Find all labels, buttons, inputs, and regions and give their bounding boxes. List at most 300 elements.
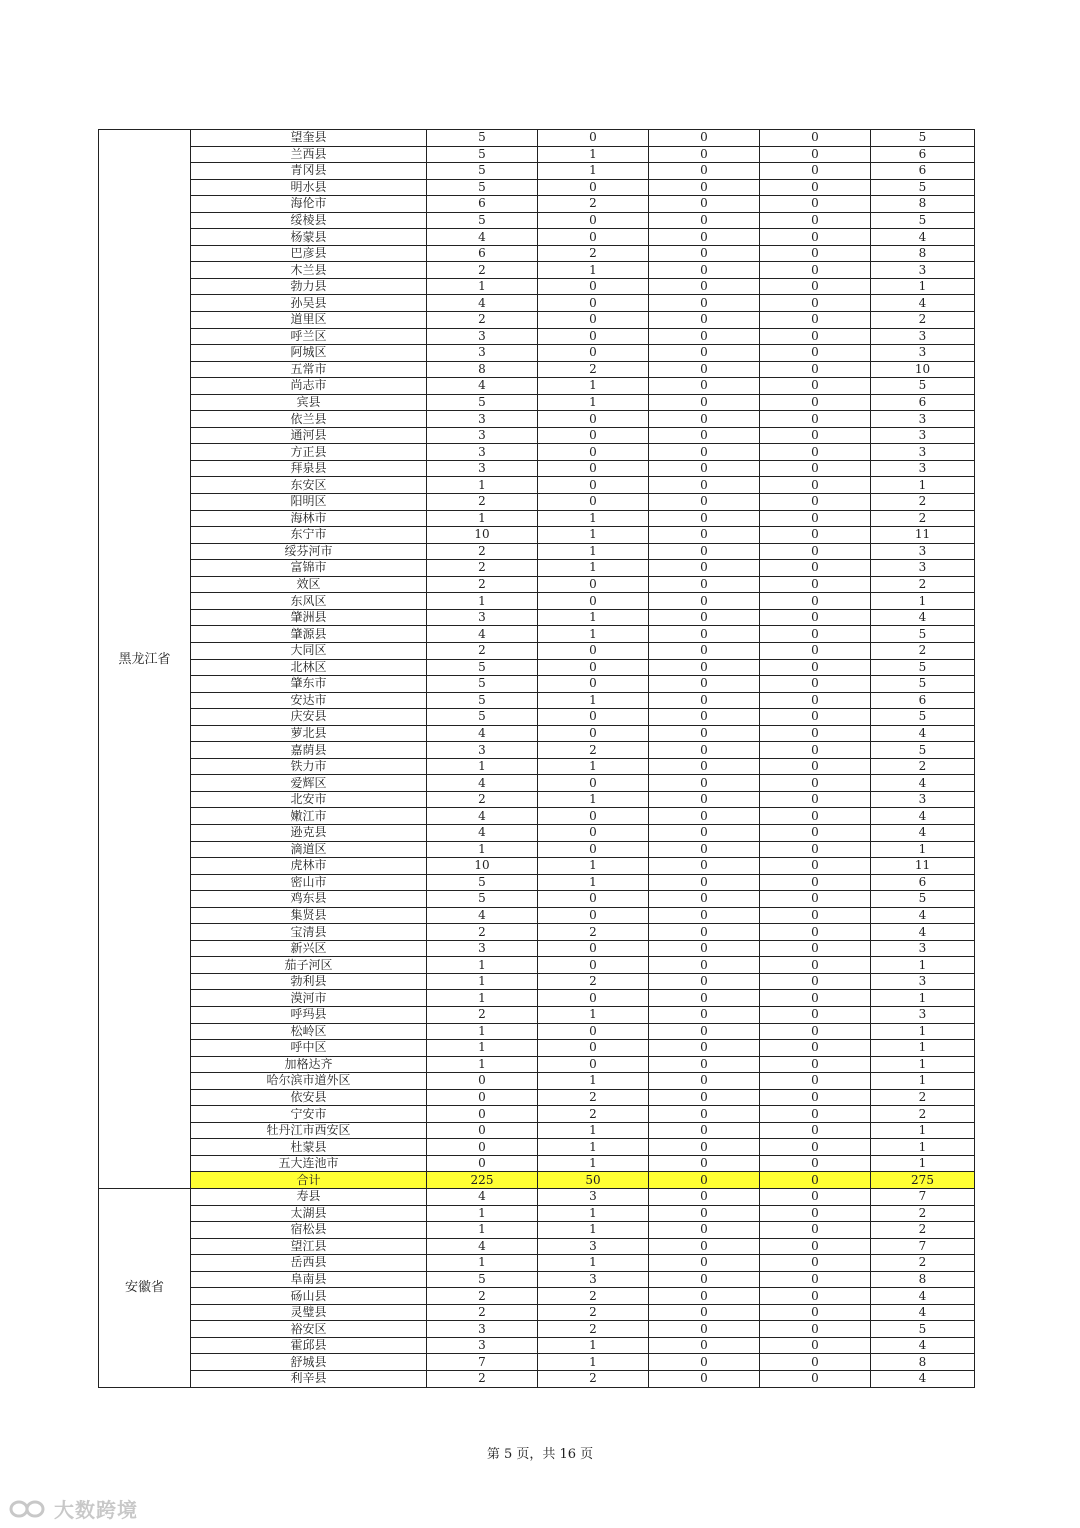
county-cell: 逊克县 <box>191 824 427 841</box>
table-row <box>99 940 975 957</box>
county-cell: 望江县 <box>191 1238 427 1255</box>
value-cell: 0 <box>649 378 760 395</box>
county-cell: 虎林市 <box>191 858 427 875</box>
value-cell: 8 <box>871 1354 975 1371</box>
county-cell: 松岭区 <box>191 1023 427 1040</box>
table-row <box>99 146 975 163</box>
value-cell: 50 <box>538 1172 649 1189</box>
value-cell: 4 <box>427 229 538 246</box>
value-cell: 2 <box>871 1205 975 1222</box>
value-cell: 0 <box>649 1321 760 1338</box>
value-cell: 0 <box>760 874 871 891</box>
province-cell: 安徽省 <box>99 1189 191 1388</box>
value-cell: 0 <box>760 973 871 990</box>
value-cell: 10 <box>427 858 538 875</box>
value-cell: 1 <box>538 560 649 577</box>
county-cell: 呼中区 <box>191 1040 427 1057</box>
value-cell: 6 <box>871 146 975 163</box>
value-cell: 4 <box>427 808 538 825</box>
value-cell: 0 <box>649 179 760 196</box>
value-cell: 1 <box>427 758 538 775</box>
value-cell: 1 <box>538 1337 649 1354</box>
value-cell: 0 <box>760 394 871 411</box>
value-cell: 0 <box>760 1205 871 1222</box>
value-cell: 5 <box>427 394 538 411</box>
table-row <box>99 758 975 775</box>
value-cell: 1 <box>871 841 975 858</box>
value-cell: 2 <box>427 791 538 808</box>
value-cell: 0 <box>649 1189 760 1206</box>
value-cell: 0 <box>649 477 760 494</box>
value-cell: 4 <box>871 1288 975 1305</box>
value-cell: 4 <box>871 1337 975 1354</box>
value-cell: 1 <box>538 1354 649 1371</box>
value-cell: 0 <box>649 659 760 676</box>
value-cell: 0 <box>760 576 871 593</box>
county-cell: 绥芬河市 <box>191 543 427 560</box>
table-row <box>99 378 975 395</box>
table-row <box>99 394 975 411</box>
value-cell: 0 <box>538 940 649 957</box>
value-cell: 1 <box>427 1056 538 1073</box>
value-cell: 2 <box>427 494 538 511</box>
county-cell: 砀山县 <box>191 1288 427 1305</box>
value-cell: 4 <box>871 725 975 742</box>
value-cell: 0 <box>760 278 871 295</box>
value-cell: 1 <box>427 990 538 1007</box>
table-row <box>99 1271 975 1288</box>
value-cell: 2 <box>427 1288 538 1305</box>
value-cell: 0 <box>649 229 760 246</box>
county-cell: 五大连池市 <box>191 1155 427 1172</box>
value-cell: 0 <box>649 1122 760 1139</box>
value-cell: 1 <box>427 510 538 527</box>
value-cell: 4 <box>427 1238 538 1255</box>
county-cell: 东风区 <box>191 593 427 610</box>
table-row <box>99 973 975 990</box>
value-cell: 0 <box>649 1238 760 1255</box>
value-cell: 1 <box>538 262 649 279</box>
value-cell: 0 <box>649 460 760 477</box>
value-cell: 0 <box>649 891 760 908</box>
value-cell: 0 <box>760 179 871 196</box>
value-cell: 2 <box>427 1304 538 1321</box>
value-cell: 0 <box>649 560 760 577</box>
value-cell: 0 <box>649 642 760 659</box>
value-cell: 0 <box>649 444 760 461</box>
value-cell: 0 <box>538 427 649 444</box>
table-row <box>99 179 975 196</box>
county-cell: 宾县 <box>191 394 427 411</box>
value-cell: 5 <box>871 626 975 643</box>
value-cell: 1 <box>538 527 649 544</box>
value-cell: 0 <box>538 460 649 477</box>
value-cell: 0 <box>538 808 649 825</box>
value-cell: 5 <box>427 212 538 229</box>
value-cell: 3 <box>871 791 975 808</box>
value-cell: 0 <box>760 957 871 974</box>
value-cell: 0 <box>760 1354 871 1371</box>
table-row <box>99 957 975 974</box>
value-cell: 4 <box>871 907 975 924</box>
county-cell: 安达市 <box>191 692 427 709</box>
value-cell: 8 <box>871 245 975 262</box>
value-cell: 3 <box>427 427 538 444</box>
value-cell: 1 <box>427 593 538 610</box>
value-cell: 0 <box>649 1205 760 1222</box>
value-cell: 2 <box>871 1222 975 1239</box>
value-cell: 8 <box>427 361 538 378</box>
value-cell: 5 <box>427 709 538 726</box>
value-cell: 0 <box>649 295 760 312</box>
value-cell: 0 <box>649 510 760 527</box>
value-cell: 0 <box>760 758 871 775</box>
value-cell: 6 <box>427 245 538 262</box>
table-row <box>99 1371 975 1388</box>
value-cell: 4 <box>427 824 538 841</box>
value-cell: 0 <box>760 1371 871 1388</box>
value-cell: 0 <box>760 1023 871 1040</box>
value-cell: 0 <box>649 676 760 693</box>
value-cell: 0 <box>649 1023 760 1040</box>
value-cell: 2 <box>427 1006 538 1023</box>
county-cell: 寿县 <box>191 1189 427 1206</box>
value-cell: 2 <box>538 1288 649 1305</box>
county-cell: 孙吴县 <box>191 295 427 312</box>
value-cell: 0 <box>760 593 871 610</box>
value-cell: 3 <box>871 560 975 577</box>
value-cell: 0 <box>760 146 871 163</box>
value-cell: 4 <box>871 609 975 626</box>
county-cell: 木兰县 <box>191 262 427 279</box>
county-cell: 萝北县 <box>191 725 427 742</box>
table-body <box>99 130 975 1388</box>
county-cell: 集贤县 <box>191 907 427 924</box>
table-row <box>99 494 975 511</box>
value-cell: 0 <box>427 1089 538 1106</box>
county-cell: 加格达齐 <box>191 1056 427 1073</box>
county-cell: 茄子河区 <box>191 957 427 974</box>
value-cell: 0 <box>649 1172 760 1189</box>
table-row <box>99 1205 975 1222</box>
value-cell: 0 <box>760 1073 871 1090</box>
value-cell: 0 <box>649 709 760 726</box>
value-cell: 0 <box>760 1271 871 1288</box>
value-cell: 1 <box>427 477 538 494</box>
value-cell: 0 <box>649 907 760 924</box>
value-cell: 1 <box>538 163 649 180</box>
county-cell: 宁安市 <box>191 1106 427 1123</box>
county-cell: 岳西县 <box>191 1255 427 1272</box>
value-cell: 0 <box>760 494 871 511</box>
table-row <box>99 312 975 329</box>
value-cell: 3 <box>871 460 975 477</box>
value-cell: 0 <box>538 1023 649 1040</box>
value-cell: 1 <box>871 1122 975 1139</box>
value-cell: 0 <box>538 593 649 610</box>
value-cell: 0 <box>760 841 871 858</box>
value-cell: 0 <box>760 1255 871 1272</box>
value-cell: 1 <box>538 1222 649 1239</box>
value-cell: 0 <box>538 775 649 792</box>
value-cell: 0 <box>649 245 760 262</box>
value-cell: 2 <box>538 1304 649 1321</box>
table-row <box>99 874 975 891</box>
value-cell: 2 <box>538 361 649 378</box>
value-cell: 2 <box>538 973 649 990</box>
county-cell: 五常市 <box>191 361 427 378</box>
value-cell: 4 <box>427 295 538 312</box>
value-cell: 10 <box>871 361 975 378</box>
county-cell: 效区 <box>191 576 427 593</box>
table-row <box>99 642 975 659</box>
value-cell: 2 <box>871 494 975 511</box>
value-cell: 0 <box>538 130 649 147</box>
value-cell: 3 <box>871 973 975 990</box>
value-cell: 3 <box>871 1006 975 1023</box>
value-cell: 3 <box>427 742 538 759</box>
watermark <box>8 1494 138 1523</box>
value-cell: 0 <box>760 427 871 444</box>
county-cell: 嫩江市 <box>191 808 427 825</box>
value-cell: 0 <box>760 626 871 643</box>
value-cell: 0 <box>760 345 871 362</box>
table-row <box>99 692 975 709</box>
table-row <box>99 130 975 147</box>
value-cell: 0 <box>760 1155 871 1172</box>
table-row <box>99 1089 975 1106</box>
value-cell: 4 <box>871 229 975 246</box>
value-cell: 6 <box>871 163 975 180</box>
table-row <box>99 1106 975 1123</box>
value-cell: 0 <box>760 709 871 726</box>
county-cell: 呼玛县 <box>191 1006 427 1023</box>
value-cell: 0 <box>538 576 649 593</box>
value-cell: 8 <box>871 196 975 213</box>
value-cell: 0 <box>760 676 871 693</box>
table-row <box>99 1238 975 1255</box>
county-cell: 嘉荫县 <box>191 742 427 759</box>
table-row <box>99 891 975 908</box>
value-cell: 0 <box>649 411 760 428</box>
value-cell: 0 <box>649 593 760 610</box>
page-number: 第 5 页，共 16 页 <box>486 1447 594 1462</box>
table-row <box>99 196 975 213</box>
value-cell: 0 <box>649 924 760 941</box>
value-cell: 1 <box>427 957 538 974</box>
value-cell: 5 <box>871 1321 975 1338</box>
table-row <box>99 626 975 643</box>
province-cell: 黑龙江省 <box>99 130 191 1189</box>
value-cell: 2 <box>538 1106 649 1123</box>
value-cell: 3 <box>871 345 975 362</box>
value-cell: 3 <box>871 940 975 957</box>
value-cell: 0 <box>760 1139 871 1156</box>
value-cell: 0 <box>538 824 649 841</box>
county-cell: 庆安县 <box>191 709 427 726</box>
county-cell: 肇源县 <box>191 626 427 643</box>
value-cell: 5 <box>427 163 538 180</box>
value-cell: 0 <box>760 725 871 742</box>
table-row <box>99 527 975 544</box>
value-cell: 5 <box>427 692 538 709</box>
county-cell: 尚志市 <box>191 378 427 395</box>
value-cell: 0 <box>760 312 871 329</box>
value-cell: 2 <box>871 312 975 329</box>
value-cell: 2 <box>871 510 975 527</box>
value-cell: 2 <box>538 742 649 759</box>
value-cell: 0 <box>538 990 649 1007</box>
value-cell: 0 <box>760 163 871 180</box>
value-cell: 0 <box>760 1089 871 1106</box>
value-cell: 1 <box>538 1205 649 1222</box>
county-cell: 肇东市 <box>191 676 427 693</box>
table-row <box>99 924 975 941</box>
value-cell: 0 <box>760 460 871 477</box>
value-cell: 0 <box>649 858 760 875</box>
value-cell: 4 <box>871 775 975 792</box>
value-cell: 0 <box>760 212 871 229</box>
table-row <box>99 477 975 494</box>
table-row <box>99 1189 975 1206</box>
value-cell: 2 <box>427 924 538 941</box>
value-cell: 0 <box>649 1006 760 1023</box>
value-cell: 0 <box>649 626 760 643</box>
value-cell: 5 <box>871 742 975 759</box>
value-cell: 0 <box>760 742 871 759</box>
value-cell: 5 <box>871 378 975 395</box>
value-cell: 0 <box>760 609 871 626</box>
value-cell: 0 <box>649 494 760 511</box>
value-cell: 0 <box>760 510 871 527</box>
value-cell: 0 <box>649 576 760 593</box>
value-cell: 2 <box>538 1321 649 1338</box>
value-cell: 0 <box>649 543 760 560</box>
value-cell: 2 <box>871 576 975 593</box>
county-cell: 密山市 <box>191 874 427 891</box>
table-row <box>99 593 975 610</box>
value-cell: 0 <box>649 1354 760 1371</box>
value-cell: 0 <box>649 758 760 775</box>
table-row <box>99 560 975 577</box>
value-cell: 0 <box>760 1056 871 1073</box>
county-cell: 滴道区 <box>191 841 427 858</box>
value-cell: 0 <box>760 642 871 659</box>
value-cell: 1 <box>871 1023 975 1040</box>
county-cell: 勃力县 <box>191 278 427 295</box>
county-cell: 道里区 <box>191 312 427 329</box>
value-cell: 0 <box>649 196 760 213</box>
table-row <box>99 295 975 312</box>
table-row <box>99 345 975 362</box>
value-cell: 0 <box>760 808 871 825</box>
value-cell: 0 <box>538 1056 649 1073</box>
value-cell: 0 <box>538 179 649 196</box>
county-cell: 宝清县 <box>191 924 427 941</box>
value-cell: 0 <box>760 245 871 262</box>
value-cell: 1 <box>871 1040 975 1057</box>
value-cell: 3 <box>427 1337 538 1354</box>
value-cell: 0 <box>538 411 649 428</box>
value-cell: 5 <box>427 146 538 163</box>
value-cell: 0 <box>760 527 871 544</box>
value-cell: 0 <box>538 477 649 494</box>
value-cell: 2 <box>871 758 975 775</box>
table-row <box>99 229 975 246</box>
value-cell: 5 <box>871 179 975 196</box>
table-row <box>99 709 975 726</box>
value-cell: 2 <box>427 262 538 279</box>
value-cell: 3 <box>427 1321 538 1338</box>
county-cell: 霍邱县 <box>191 1337 427 1354</box>
table-row <box>99 245 975 262</box>
value-cell: 4 <box>871 808 975 825</box>
table-row <box>99 278 975 295</box>
value-cell: 1 <box>427 278 538 295</box>
value-cell: 11 <box>871 527 975 544</box>
value-cell: 2 <box>427 560 538 577</box>
table-row <box>99 1056 975 1073</box>
value-cell: 0 <box>760 924 871 941</box>
value-cell: 1 <box>538 758 649 775</box>
value-cell: 1 <box>538 543 649 560</box>
value-cell: 1 <box>538 394 649 411</box>
value-cell: 2 <box>538 196 649 213</box>
value-cell: 1 <box>871 278 975 295</box>
value-cell: 1 <box>538 510 649 527</box>
value-cell: 0 <box>538 709 649 726</box>
county-cell: 宿松县 <box>191 1222 427 1239</box>
value-cell: 0 <box>427 1155 538 1172</box>
value-cell: 6 <box>871 394 975 411</box>
value-cell: 0 <box>760 361 871 378</box>
value-cell: 0 <box>760 477 871 494</box>
table-row <box>99 1122 975 1139</box>
value-cell: 0 <box>538 642 649 659</box>
value-cell: 0 <box>649 1288 760 1305</box>
value-cell: 4 <box>427 775 538 792</box>
value-cell: 0 <box>538 295 649 312</box>
value-cell: 0 <box>538 725 649 742</box>
value-cell: 0 <box>649 725 760 742</box>
value-cell: 1 <box>538 1255 649 1272</box>
value-cell: 0 <box>760 1006 871 1023</box>
table-row <box>99 1073 975 1090</box>
value-cell: 0 <box>760 262 871 279</box>
value-cell: 0 <box>649 394 760 411</box>
value-cell: 4 <box>871 824 975 841</box>
value-cell: 0 <box>760 692 871 709</box>
value-cell: 0 <box>649 1304 760 1321</box>
value-cell: 2 <box>538 1371 649 1388</box>
value-cell: 0 <box>760 940 871 957</box>
value-cell: 1 <box>538 1139 649 1156</box>
value-cell: 1 <box>871 1155 975 1172</box>
value-cell: 0 <box>649 874 760 891</box>
county-cell: 呼兰区 <box>191 328 427 345</box>
county-cell: 青冈县 <box>191 163 427 180</box>
value-cell: 4 <box>427 626 538 643</box>
table-row <box>99 791 975 808</box>
table-row <box>99 907 975 924</box>
county-cell: 依兰县 <box>191 411 427 428</box>
value-cell: 5 <box>427 676 538 693</box>
value-cell: 0 <box>538 1040 649 1057</box>
value-cell: 0 <box>649 163 760 180</box>
value-cell: 2 <box>427 543 538 560</box>
table-row <box>99 742 975 759</box>
value-cell: 1 <box>538 1122 649 1139</box>
